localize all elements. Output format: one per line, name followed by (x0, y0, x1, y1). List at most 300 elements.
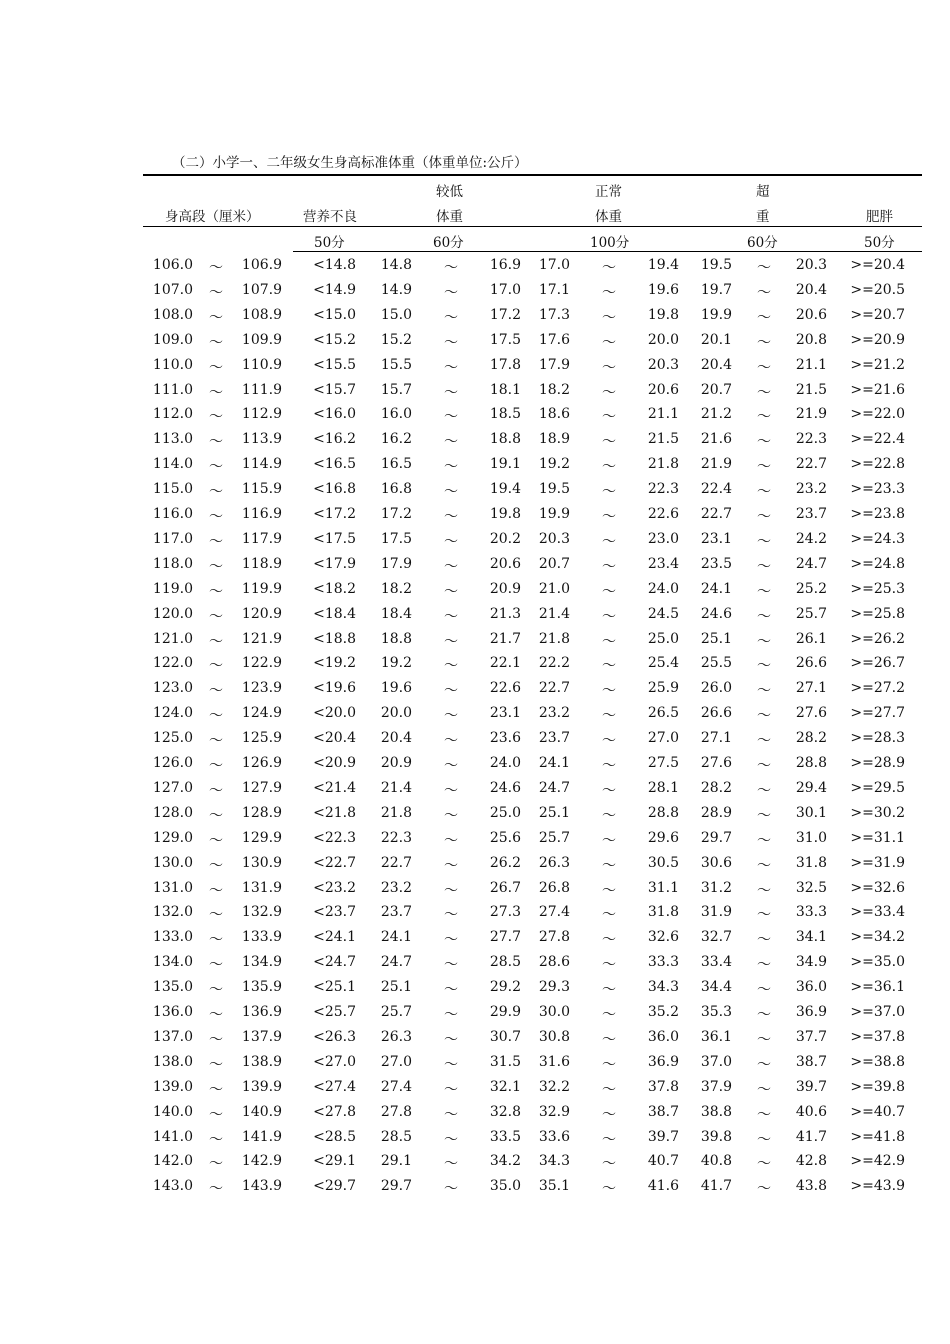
cell-height-from: 118.0 (152, 555, 193, 572)
cell-range-tilde: ～ (444, 683, 458, 700)
cell-height-from: 113.0 (152, 431, 193, 448)
cell-range-tilde: ～ (209, 284, 223, 301)
cell-normal-to: 27.0 (647, 730, 679, 747)
cell-over-to: 21.1 (795, 356, 827, 373)
cell-normal-to: 27.5 (647, 755, 679, 771)
cell-range-tilde: ～ (444, 260, 458, 276)
cell-lower-from: 23.2 (380, 879, 412, 896)
cell-malnutrition-value: <27.4 (313, 1078, 356, 1095)
cell-normal-to: 31.1 (647, 879, 679, 896)
cell-normal-to: 25.9 (647, 680, 679, 697)
cell-lower-from: 15.7 (380, 381, 412, 398)
cell-over-from: 20.1 (700, 331, 732, 348)
cell-height-from: 114.0 (152, 456, 193, 473)
cell-over-to: 34.9 (795, 954, 827, 971)
cell-normal-from: 34.3 (538, 1153, 570, 1170)
cell-normal-to: 39.7 (647, 1128, 679, 1145)
cell-normal-to: 21.5 (647, 431, 679, 448)
cell-lower-to: 20.6 (489, 555, 521, 572)
cell-range-tilde: ～ (444, 758, 458, 774)
cell-malnutrition-value: <22.3 (313, 829, 356, 846)
cell-obese-value: >=22.0 (850, 406, 905, 423)
cell-obese-value: >=20.9 (850, 331, 905, 348)
cell-range-tilde: ～ (209, 309, 223, 326)
cell-normal-from: 27.8 (538, 929, 570, 946)
cell-normal-to: 31.8 (647, 904, 679, 921)
cell-range-tilde: ～ (209, 733, 223, 750)
cell-malnutrition-value: <14.8 (313, 257, 356, 273)
cell-lower-from: 16.8 (380, 481, 412, 498)
table-row (0, 603, 950, 628)
cell-height-from: 143.0 (152, 1178, 193, 1195)
cell-height-from: 117.0 (152, 530, 193, 547)
cell-lower-from: 24.1 (380, 929, 412, 946)
cell-obese-value: >=28.3 (850, 730, 905, 747)
score-obese: 50分 (864, 235, 895, 251)
table-row (0, 1150, 950, 1175)
cell-lower-to: 24.0 (489, 755, 521, 771)
cell-height-from: 112.0 (152, 406, 193, 423)
cell-normal-to: 19.4 (647, 257, 679, 273)
cell-normal-from: 17.6 (538, 331, 570, 348)
cell-normal-from: 28.6 (538, 954, 570, 971)
cell-range-tilde: ～ (209, 708, 223, 725)
cell-normal-from: 30.0 (538, 1004, 570, 1020)
cell-malnutrition-value: <22.7 (313, 854, 356, 871)
cell-height-from: 115.0 (152, 481, 193, 498)
cell-range-tilde: ～ (444, 882, 458, 899)
cell-height-from: 127.0 (152, 779, 193, 796)
cell-over-from: 19.5 (700, 257, 732, 273)
cell-over-to: 31.0 (795, 829, 827, 846)
cell-normal-from: 29.3 (538, 979, 570, 996)
cell-over-to: 32.5 (795, 879, 827, 896)
table-row (0, 304, 950, 329)
cell-height-to: 135.9 (241, 979, 282, 996)
cell-range-tilde: ～ (444, 782, 458, 799)
cell-obese-value: >=20.7 (850, 306, 905, 323)
cell-malnutrition-value: <15.7 (313, 381, 356, 398)
cell-malnutrition-value: <29.1 (313, 1153, 356, 1170)
cell-height-to: 133.9 (241, 929, 282, 946)
table-row (0, 453, 950, 478)
cell-range-tilde: ～ (444, 1081, 458, 1098)
cell-obese-value: >=38.8 (850, 1053, 905, 1070)
cell-height-to: 143.9 (241, 1178, 282, 1195)
cell-over-from: 41.7 (700, 1178, 732, 1195)
cell-height-to: 130.9 (241, 854, 282, 871)
cell-range-tilde: ～ (602, 807, 616, 824)
cell-height-to: 131.9 (241, 879, 282, 896)
table-row (0, 503, 950, 528)
cell-obese-value: >=27.2 (850, 680, 905, 697)
cell-over-to: 34.1 (795, 929, 827, 946)
cell-height-from: 137.0 (152, 1028, 193, 1045)
cell-range-tilde: ～ (757, 334, 771, 351)
cell-height-to: 109.9 (241, 331, 282, 348)
table-caption: （二）小学一、二年级女生身高标准体重（体重单位:公斤） (172, 155, 528, 171)
cell-over-from: 38.8 (700, 1103, 732, 1120)
cell-over-from: 36.1 (700, 1028, 732, 1045)
cell-normal-from: 25.1 (538, 804, 570, 821)
cell-lower-to: 26.2 (489, 854, 521, 871)
cell-range-tilde: ～ (209, 533, 223, 550)
cell-range-tilde: ～ (757, 758, 771, 774)
cell-malnutrition-value: <21.8 (313, 804, 356, 821)
cell-lower-from: 21.4 (380, 779, 412, 796)
cell-range-tilde: ～ (757, 733, 771, 750)
cell-over-from: 25.5 (700, 655, 732, 672)
cell-over-from: 34.4 (700, 979, 732, 996)
cell-range-tilde: ～ (602, 1181, 616, 1198)
cell-over-to: 41.7 (795, 1128, 827, 1145)
cell-height-to: 134.9 (241, 954, 282, 971)
cell-lower-from: 22.7 (380, 854, 412, 871)
cell-normal-to: 40.7 (647, 1153, 679, 1170)
cell-range-tilde: ～ (757, 782, 771, 799)
cell-over-to: 40.6 (795, 1103, 827, 1120)
cell-range-tilde: ～ (209, 459, 223, 476)
cell-normal-from: 18.6 (538, 406, 570, 423)
cell-lower-to: 23.1 (489, 705, 521, 722)
cell-obese-value: >=37.8 (850, 1028, 905, 1045)
cell-height-from: 108.0 (152, 306, 193, 323)
cell-range-tilde: ～ (757, 608, 771, 625)
cell-normal-from: 31.6 (538, 1053, 570, 1070)
cell-range-tilde: ～ (602, 509, 616, 525)
cell-over-from: 31.9 (700, 904, 732, 921)
cell-normal-from: 19.2 (538, 456, 570, 473)
cell-range-tilde: ～ (209, 1031, 223, 1048)
cell-range-tilde: ～ (602, 782, 616, 799)
cell-height-from: 124.0 (152, 705, 193, 722)
cell-normal-from: 20.3 (538, 530, 570, 547)
cell-normal-from: 18.2 (538, 381, 570, 398)
table-row (0, 802, 950, 827)
cell-over-from: 26.6 (700, 705, 732, 722)
cell-lower-from: 14.9 (380, 281, 412, 298)
cell-normal-from: 35.1 (538, 1178, 570, 1195)
cell-range-tilde: ～ (444, 384, 458, 401)
cell-range-tilde: ～ (757, 384, 771, 401)
cell-height-from: 119.0 (152, 580, 193, 597)
cell-range-tilde: ～ (602, 484, 616, 501)
cell-range-tilde: ～ (757, 533, 771, 550)
cell-range-tilde: ～ (602, 334, 616, 351)
cell-lower-from: 15.0 (380, 306, 412, 323)
cell-height-to: 106.9 (241, 257, 282, 273)
cell-lower-to: 18.8 (489, 431, 521, 448)
cell-obese-value: >=42.9 (850, 1153, 905, 1170)
cell-lower-from: 23.7 (380, 904, 412, 921)
cell-over-to: 24.2 (795, 530, 827, 547)
table-row (0, 1001, 950, 1026)
cell-normal-to: 24.0 (647, 580, 679, 597)
cell-height-to: 125.9 (241, 730, 282, 747)
cell-height-from: 134.0 (152, 954, 193, 971)
cell-range-tilde: ～ (209, 807, 223, 824)
cell-height-from: 140.0 (152, 1103, 193, 1120)
cell-range-tilde: ～ (444, 409, 458, 426)
cell-lower-from: 17.5 (380, 530, 412, 547)
table-row (0, 279, 950, 304)
cell-range-tilde: ～ (209, 782, 223, 799)
cell-obese-value: >=40.7 (850, 1103, 905, 1120)
cell-obese-value: >=22.8 (850, 456, 905, 473)
cell-range-tilde: ～ (444, 309, 458, 326)
cell-lower-from: 28.5 (380, 1128, 412, 1145)
cell-malnutrition-value: <21.4 (313, 779, 356, 796)
cell-over-from: 23.1 (700, 530, 732, 547)
cell-normal-from: 21.8 (538, 630, 570, 647)
cell-height-to: 111.9 (241, 381, 282, 398)
cell-lower-from: 18.4 (380, 605, 412, 622)
cell-malnutrition-value: <25.7 (313, 1004, 356, 1020)
cell-range-tilde: ～ (209, 832, 223, 849)
cell-height-from: 110.0 (152, 356, 193, 373)
cell-range-tilde: ～ (602, 1106, 616, 1123)
cell-range-tilde: ～ (209, 758, 223, 774)
cell-lower-from: 14.8 (380, 257, 412, 273)
cell-lower-to: 35.0 (489, 1178, 521, 1195)
cell-lower-to: 21.7 (489, 630, 521, 647)
cell-over-to: 31.8 (795, 854, 827, 871)
cell-normal-from: 20.7 (538, 555, 570, 572)
cell-lower-to: 16.9 (489, 257, 521, 273)
cell-normal-from: 18.9 (538, 431, 570, 448)
cell-lower-from: 17.2 (380, 506, 412, 522)
cell-normal-to: 26.5 (647, 705, 679, 722)
cell-height-to: 116.9 (241, 506, 282, 522)
table-score-rule (293, 251, 922, 252)
cell-range-tilde: ～ (757, 1106, 771, 1123)
cell-range-tilde: ～ (444, 807, 458, 824)
cell-range-tilde: ～ (757, 1181, 771, 1198)
table-row (0, 877, 950, 902)
cell-lower-to: 17.2 (489, 306, 521, 323)
cell-over-to: 36.9 (795, 1004, 827, 1020)
cell-lower-from: 29.1 (380, 1153, 412, 1170)
cell-normal-from: 17.1 (538, 281, 570, 298)
table-row (0, 578, 950, 603)
cell-height-to: 126.9 (241, 755, 282, 771)
cell-malnutrition-value: <18.2 (313, 580, 356, 597)
cell-height-to: 127.9 (241, 779, 282, 796)
cell-lower-from: 16.0 (380, 406, 412, 423)
cell-lower-to: 17.8 (489, 356, 521, 373)
cell-height-from: 120.0 (152, 605, 193, 622)
cell-range-tilde: ～ (602, 832, 616, 849)
cell-normal-from: 23.2 (538, 705, 570, 722)
cell-height-to: 117.9 (241, 530, 282, 547)
cell-height-from: 123.0 (152, 680, 193, 697)
cell-range-tilde: ～ (757, 309, 771, 326)
cell-height-to: 112.9 (241, 406, 282, 423)
cell-malnutrition-value: <18.4 (313, 605, 356, 622)
cell-over-from: 28.9 (700, 804, 732, 821)
cell-over-from: 33.4 (700, 954, 732, 971)
cell-range-tilde: ～ (757, 1031, 771, 1048)
cell-height-to: 108.9 (241, 306, 282, 323)
table-row (0, 677, 950, 702)
cell-lower-to: 25.6 (489, 829, 521, 846)
cell-normal-from: 32.9 (538, 1103, 570, 1120)
cell-lower-to: 26.7 (489, 879, 521, 896)
cell-malnutrition-value: <27.8 (313, 1103, 356, 1120)
cell-height-from: 116.0 (152, 506, 193, 522)
cell-over-to: 20.8 (795, 331, 827, 348)
cell-height-from: 111.0 (152, 381, 193, 398)
cell-height-from: 133.0 (152, 929, 193, 946)
cell-obese-value: >=31.9 (850, 854, 905, 871)
cell-range-tilde: ～ (444, 583, 458, 600)
cell-over-to: 27.6 (795, 705, 827, 722)
table-row (0, 1051, 950, 1076)
cell-over-from: 29.7 (700, 829, 732, 846)
cell-over-to: 20.4 (795, 281, 827, 298)
cell-obese-value: >=41.8 (850, 1128, 905, 1145)
cell-range-tilde: ～ (602, 384, 616, 401)
cell-height-to: 132.9 (241, 904, 282, 921)
cell-normal-to: 28.8 (647, 804, 679, 821)
cell-lower-from: 15.2 (380, 331, 412, 348)
cell-over-to: 39.7 (795, 1078, 827, 1095)
cell-over-to: 24.7 (795, 555, 827, 572)
cell-range-tilde: ～ (757, 807, 771, 824)
table-row (0, 852, 950, 877)
table-row (0, 727, 950, 752)
cell-over-from: 26.0 (700, 680, 732, 697)
cell-range-tilde: ～ (209, 857, 223, 874)
cell-height-from: 109.0 (152, 331, 193, 348)
cell-lower-from: 17.9 (380, 555, 412, 572)
cell-normal-to: 41.6 (647, 1178, 679, 1195)
cell-range-tilde: ～ (209, 982, 223, 999)
cell-normal-from: 24.1 (538, 755, 570, 771)
cell-height-from: 122.0 (152, 655, 193, 672)
header-overweight-line2: 重 (756, 209, 770, 225)
cell-lower-from: 25.7 (380, 1004, 412, 1020)
cell-height-from: 128.0 (152, 804, 193, 821)
cell-lower-to: 19.4 (489, 481, 521, 498)
cell-range-tilde: ～ (444, 907, 458, 924)
cell-range-tilde: ～ (444, 932, 458, 949)
cell-over-from: 20.4 (700, 356, 732, 373)
header-lower-weight-line1: 较低 (436, 184, 463, 200)
cell-range-tilde: ～ (602, 1156, 616, 1173)
cell-range-tilde: ～ (602, 1056, 616, 1073)
cell-range-tilde: ～ (444, 1156, 458, 1173)
cell-over-to: 21.9 (795, 406, 827, 423)
cell-range-tilde: ～ (602, 583, 616, 600)
cell-range-tilde: ～ (209, 1056, 223, 1073)
cell-lower-from: 19.6 (380, 680, 412, 697)
cell-malnutrition-value: <16.0 (313, 406, 356, 423)
cell-range-tilde: ～ (444, 658, 458, 675)
cell-normal-to: 33.3 (647, 954, 679, 971)
cell-malnutrition-value: <17.5 (313, 530, 356, 547)
cell-lower-from: 20.9 (380, 755, 412, 771)
cell-normal-from: 33.6 (538, 1128, 570, 1145)
cell-height-from: 135.0 (152, 979, 193, 996)
cell-range-tilde: ～ (209, 907, 223, 924)
cell-height-from: 136.0 (152, 1004, 193, 1020)
cell-height-to: 129.9 (241, 829, 282, 846)
cell-range-tilde: ～ (209, 1081, 223, 1098)
cell-lower-from: 16.2 (380, 431, 412, 448)
cell-range-tilde: ～ (209, 608, 223, 625)
cell-lower-from: 19.2 (380, 655, 412, 672)
cell-malnutrition-value: <20.0 (313, 705, 356, 722)
cell-normal-from: 21.0 (538, 580, 570, 597)
cell-normal-from: 22.2 (538, 655, 570, 672)
cell-range-tilde: ～ (757, 509, 771, 525)
cell-normal-to: 29.6 (647, 829, 679, 846)
cell-over-to: 29.4 (795, 779, 827, 796)
cell-range-tilde: ～ (757, 583, 771, 600)
cell-height-to: 139.9 (241, 1078, 282, 1095)
cell-range-tilde: ～ (444, 708, 458, 725)
cell-over-to: 20.3 (795, 257, 827, 273)
cell-obese-value: >=35.0 (850, 954, 905, 971)
cell-range-tilde: ～ (209, 882, 223, 899)
cell-malnutrition-value: <25.1 (313, 979, 356, 996)
cell-normal-to: 22.3 (647, 481, 679, 498)
cell-over-from: 21.2 (700, 406, 732, 423)
cell-malnutrition-value: <15.0 (313, 306, 356, 323)
cell-lower-from: 29.7 (380, 1178, 412, 1195)
cell-normal-to: 36.9 (647, 1053, 679, 1070)
cell-lower-from: 18.8 (380, 630, 412, 647)
cell-range-tilde: ～ (444, 284, 458, 301)
table-row (0, 403, 950, 428)
cell-over-from: 40.8 (700, 1153, 732, 1170)
cell-lower-to: 23.6 (489, 730, 521, 747)
cell-normal-to: 22.6 (647, 506, 679, 522)
cell-lower-from: 21.8 (380, 804, 412, 821)
cell-normal-to: 21.8 (647, 456, 679, 473)
cell-malnutrition-value: <27.0 (313, 1053, 356, 1070)
cell-range-tilde: ～ (602, 459, 616, 476)
cell-range-tilde: ～ (209, 1156, 223, 1173)
cell-malnutrition-value: <17.2 (313, 506, 356, 522)
cell-lower-to: 29.9 (489, 1004, 521, 1020)
cell-lower-to: 29.2 (489, 979, 521, 996)
table-row (0, 1126, 950, 1151)
table-row (0, 1101, 950, 1126)
cell-range-tilde: ～ (602, 1081, 616, 1098)
cell-obese-value: >=23.8 (850, 506, 905, 522)
cell-lower-to: 19.1 (489, 456, 521, 473)
cell-range-tilde: ～ (602, 882, 616, 899)
cell-lower-to: 27.7 (489, 929, 521, 946)
cell-height-from: 126.0 (152, 755, 193, 771)
cell-lower-from: 20.0 (380, 705, 412, 722)
cell-range-tilde: ～ (444, 484, 458, 501)
cell-over-from: 25.1 (700, 630, 732, 647)
score-lower-weight: 60分 (433, 235, 464, 251)
cell-over-to: 36.0 (795, 979, 827, 996)
cell-range-tilde: ～ (602, 1031, 616, 1048)
cell-range-tilde: ～ (757, 658, 771, 675)
cell-over-to: 25.7 (795, 605, 827, 622)
cell-over-from: 31.2 (700, 879, 732, 896)
cell-malnutrition-value: <18.8 (313, 630, 356, 647)
cell-range-tilde: ～ (757, 1081, 771, 1098)
cell-height-from: 141.0 (152, 1128, 193, 1145)
cell-normal-to: 30.5 (647, 854, 679, 871)
cell-range-tilde: ～ (602, 758, 616, 774)
